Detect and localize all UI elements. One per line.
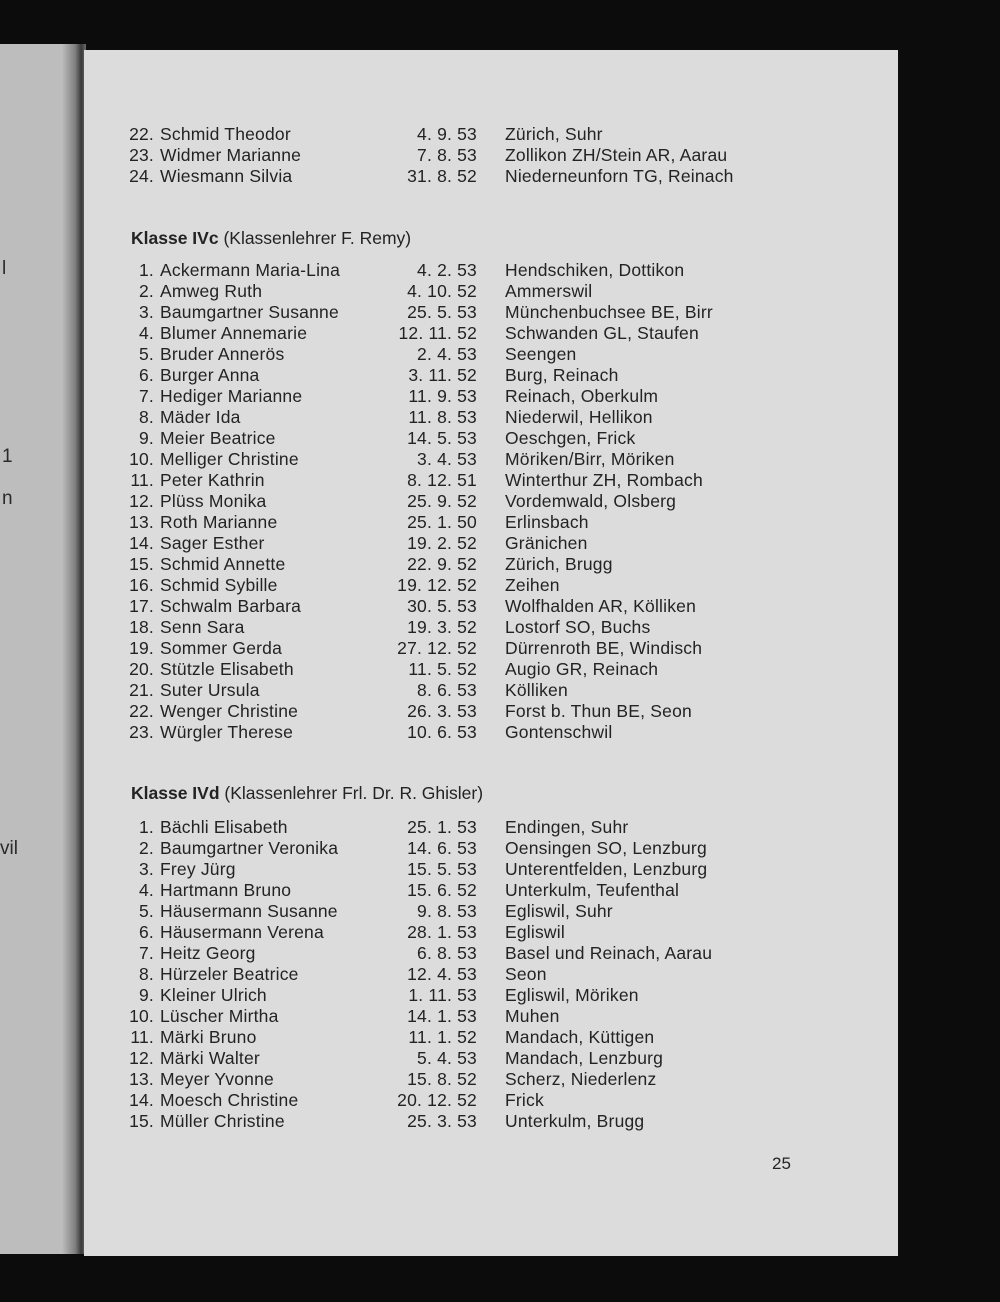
entry-name: Peter Kathrin — [160, 470, 265, 490]
entry-places: Möriken/Birr, Möriken — [505, 449, 675, 469]
entry-number: 15. — [129, 1111, 154, 1131]
entry-places: Oeschgen, Frick — [505, 428, 636, 448]
entry-date: 26. 3. 53 — [407, 701, 477, 721]
entry-number: 2. — [139, 281, 154, 301]
entry-places: Erlinsbach — [505, 512, 589, 532]
entry-name: Schmid Annette — [160, 554, 286, 574]
entry-places: Oensingen SO, Lenzburg — [505, 838, 707, 858]
entry-number: 6. — [139, 922, 154, 942]
entry-date: 9. 8. 53 — [417, 901, 477, 921]
entry-number: 9. — [139, 985, 154, 1005]
entry-places: Schwanden GL, Staufen — [505, 323, 699, 343]
entry-name: Amweg Ruth — [160, 281, 263, 301]
entry-places: Vordemwald, Olsberg — [505, 491, 677, 511]
entry-name: Märki Bruno — [160, 1027, 257, 1047]
entry-places: Unterkulm, Teufenthal — [505, 880, 680, 900]
entry-places: Zollikon ZH/Stein AR, Aarau — [505, 145, 728, 165]
entry-date: 15. 5. 53 — [407, 859, 477, 879]
entry-date: 22. 9. 52 — [407, 554, 477, 574]
entry-number: 22. — [129, 701, 154, 721]
class-name: Klasse IVc — [131, 228, 219, 248]
left-page-fragment: 1 — [2, 446, 13, 467]
entry-places: Scherz, Niederlenz — [505, 1069, 657, 1089]
entry-number: 23. — [129, 145, 154, 165]
entry-number: 18. — [129, 617, 154, 637]
entry-date: 8. 6. 53 — [417, 680, 477, 700]
entry-name: Suter Ursula — [160, 680, 260, 700]
entry-date: 4. 10. 52 — [407, 281, 477, 301]
entry-number: 21. — [129, 680, 154, 700]
entry-date: 28. 1. 53 — [407, 922, 477, 942]
entry-date: 5. 4. 53 — [417, 1048, 477, 1068]
entry-date: 3. 11. 52 — [408, 365, 477, 385]
entry-number: 4. — [139, 323, 154, 343]
document-page — [84, 50, 898, 1256]
entry-name: Schmid Sybille — [160, 575, 278, 595]
entry-date: 19. 3. 52 — [407, 617, 477, 637]
entry-number: 5. — [139, 344, 154, 364]
entry-places: Winterthur ZH, Rombach — [505, 470, 703, 490]
entry-number: 16. — [129, 575, 154, 595]
entry-number: 10. — [129, 1006, 154, 1026]
left-page-fragment: vil — [0, 838, 18, 859]
entry-date: 2. 4. 53 — [417, 344, 477, 364]
entry-date: 12. 4. 53 — [407, 964, 477, 984]
entry-places: Augio GR, Reinach — [505, 659, 659, 679]
entry-number: 2. — [139, 838, 154, 858]
entry-name: Häusermann Verena — [160, 922, 324, 942]
entry-number: 15. — [129, 554, 154, 574]
entry-places: Zeihen — [505, 575, 560, 595]
entry-places: Basel und Reinach, Aarau — [505, 943, 713, 963]
entry-places: Zürich, Brugg — [505, 554, 613, 574]
entry-places: Mandach, Küttigen — [505, 1027, 655, 1047]
entry-number: 4. — [139, 880, 154, 900]
entry-places: Niederwil, Hellikon — [505, 407, 653, 427]
entry-places: Zürich, Suhr — [505, 124, 603, 144]
section-heading-ivd — [131, 783, 483, 804]
entry-date: 30. 5. 53 — [407, 596, 477, 616]
entry-number: 1. — [139, 817, 154, 837]
entry-number: 1. — [139, 260, 154, 280]
entry-number: 9. — [139, 428, 154, 448]
entry-number: 3. — [139, 859, 154, 879]
entry-name: Stützle Elisabeth — [160, 659, 294, 679]
entry-name: Bächli Elisabeth — [160, 817, 288, 837]
entry-places: Kölliken — [505, 680, 568, 700]
class-name: Klasse IVd — [131, 783, 220, 803]
entry-date: 11. 1. 52 — [408, 1027, 477, 1047]
entry-name: Müller Christine — [160, 1111, 285, 1131]
entry-number: 7. — [139, 386, 154, 406]
entry-places: Hendschiken, Dottikon — [505, 260, 685, 280]
entry-places: Burg, Reinach — [505, 365, 619, 385]
entry-name: Schmid Theodor — [160, 124, 291, 144]
entry-name: Hediger Marianne — [160, 386, 303, 406]
entry-number: 24. — [129, 166, 154, 186]
left-page-fragment: n — [2, 488, 13, 509]
entry-places: Gränichen — [505, 533, 588, 553]
entry-places: Reinach, Oberkulm — [505, 386, 659, 406]
entry-name: Sommer Gerda — [160, 638, 283, 658]
entry-date: 7. 8. 53 — [417, 145, 477, 165]
entry-places: Ammerswil — [505, 281, 593, 301]
entry-date: 25. 9. 52 — [407, 491, 477, 511]
entry-name: Widmer Marianne — [160, 145, 302, 165]
entry-date: 11. 5. 52 — [408, 659, 477, 679]
entry-places: Endingen, Suhr — [505, 817, 629, 837]
class-teacher: (Klassenlehrer Frl. Dr. R. Ghisler) — [224, 783, 484, 803]
entry-places: Egliswil — [505, 922, 565, 942]
entry-name: Mäder Ida — [160, 407, 241, 427]
entry-date: 3. 4. 53 — [417, 449, 477, 469]
entry-number: 8. — [139, 407, 154, 427]
entry-name: Baumgartner Susanne — [160, 302, 339, 322]
entry-date: 25. 3. 53 — [407, 1111, 477, 1131]
entry-name: Schwalm Barbara — [160, 596, 302, 616]
entry-date: 11. 9. 53 — [408, 386, 477, 406]
section-heading-ivc — [131, 228, 411, 249]
entry-number: 11. — [130, 470, 154, 490]
entry-places: Lostorf SO, Buchs — [505, 617, 651, 637]
entry-number: 7. — [139, 943, 154, 963]
entry-name: Frey Jürg — [160, 859, 236, 879]
entry-date: 25. 1. 53 — [407, 817, 477, 837]
entry-date: 12. 11. 52 — [398, 323, 477, 343]
entry-date: 10. 6. 53 — [407, 722, 477, 742]
entry-number: 3. — [139, 302, 154, 322]
entry-places: Niederneunforn TG, Reinach — [505, 166, 734, 186]
entry-places: Seengen — [505, 344, 577, 364]
entry-places: Seon — [505, 964, 547, 984]
entry-number: 8. — [139, 964, 154, 984]
entry-name: Hürzeler Beatrice — [160, 964, 299, 984]
entry-number: 10. — [129, 449, 154, 469]
entry-name: Würgler Therese — [160, 722, 294, 742]
page-number: 25 — [772, 1154, 791, 1173]
entry-name: Märki Walter — [160, 1048, 260, 1068]
entry-name: Sager Esther — [160, 533, 265, 553]
entry-name: Senn Sara — [160, 617, 245, 637]
entry-number: 22. — [129, 124, 154, 144]
entry-date: 25. 1. 50 — [407, 512, 477, 532]
entry-name: Häusermann Susanne — [160, 901, 338, 921]
entry-date: 14. 1. 53 — [407, 1006, 477, 1026]
entry-date: 1. 11. 53 — [408, 985, 477, 1005]
entry-name: Heitz Georg — [160, 943, 256, 963]
entry-date: 11. 8. 53 — [408, 407, 477, 427]
entry-date: 14. 5. 53 — [407, 428, 477, 448]
entry-date: 8. 12. 51 — [407, 470, 477, 490]
entry-places: Forst b. Thun BE, Seon — [505, 701, 692, 721]
left-page-fragment: l — [2, 258, 7, 279]
entry-name: Roth Marianne — [160, 512, 278, 532]
entry-places: Gontenschwil — [505, 722, 613, 742]
entry-date: 4. 2. 53 — [417, 260, 477, 280]
entry-number: 6. — [139, 365, 154, 385]
entry-places: Dürrenroth BE, Windisch — [505, 638, 703, 658]
entry-name: Plüss Monika — [160, 491, 267, 511]
entry-number: 19. — [129, 638, 154, 658]
entry-number: 5. — [139, 901, 154, 921]
entry-date: 19. 2. 52 — [407, 533, 477, 553]
entry-name: Burger Anna — [160, 365, 260, 385]
entry-number: 14. — [129, 1090, 154, 1110]
entry-number: 17. — [129, 596, 154, 616]
entry-name: Baumgartner Veronika — [160, 838, 339, 858]
entry-date: 15. 6. 52 — [407, 880, 477, 900]
entry-date: 20. 12. 52 — [397, 1090, 477, 1110]
entry-number: 23. — [129, 722, 154, 742]
entry-name: Meyer Yvonne — [160, 1069, 274, 1089]
entry-number: 14. — [129, 533, 154, 553]
entry-number: 12. — [129, 491, 154, 511]
entry-name: Wenger Christine — [160, 701, 299, 721]
class-teacher: (Klassenlehrer F. Remy) — [223, 228, 412, 248]
book-gutter — [62, 44, 86, 1254]
entry-name: Moesch Christine — [160, 1090, 299, 1110]
entry-date: 31. 8. 52 — [407, 166, 477, 186]
entry-date: 4. 9. 53 — [417, 124, 477, 144]
entry-places: Wolfhalden AR, Kölliken — [505, 596, 697, 616]
entry-number: 13. — [129, 1069, 154, 1089]
entry-places: Frick — [505, 1090, 544, 1110]
entry-name: Blumer Annemarie — [160, 323, 308, 343]
entry-date: 6. 8. 53 — [417, 943, 477, 963]
entry-number: 11. — [130, 1027, 154, 1047]
entry-number: 13. — [129, 512, 154, 532]
entry-name: Bruder Annerös — [160, 344, 285, 364]
entry-places: Münchenbuchsee BE, Birr — [505, 302, 713, 322]
entry-date: 14. 6. 53 — [407, 838, 477, 858]
entry-date: 15. 8. 52 — [407, 1069, 477, 1089]
entry-places: Unterentfelden, Lenzburg — [505, 859, 708, 879]
entry-date: 27. 12. 52 — [397, 638, 477, 658]
entry-name: Wiesmann Silvia — [160, 166, 293, 186]
entry-number: 12. — [129, 1048, 154, 1068]
entry-name: Ackermann Maria-Lina — [160, 260, 341, 280]
entry-places: Muhen — [505, 1006, 560, 1026]
entry-places: Unterkulm, Brugg — [505, 1111, 645, 1131]
entry-name: Kleiner Ulrich — [160, 985, 267, 1005]
entry-number: 20. — [129, 659, 154, 679]
entry-date: 19. 12. 52 — [397, 575, 477, 595]
entry-places: Egliswil, Suhr — [505, 901, 613, 921]
entry-name: Melliger Christine — [160, 449, 299, 469]
entry-places: Egliswil, Möriken — [505, 985, 639, 1005]
entry-name: Hartmann Bruno — [160, 880, 292, 900]
entry-places: Mandach, Lenzburg — [505, 1048, 664, 1068]
entry-name: Lüscher Mirtha — [160, 1006, 279, 1026]
entry-date: 25. 5. 53 — [407, 302, 477, 322]
entry-name: Meier Beatrice — [160, 428, 276, 448]
